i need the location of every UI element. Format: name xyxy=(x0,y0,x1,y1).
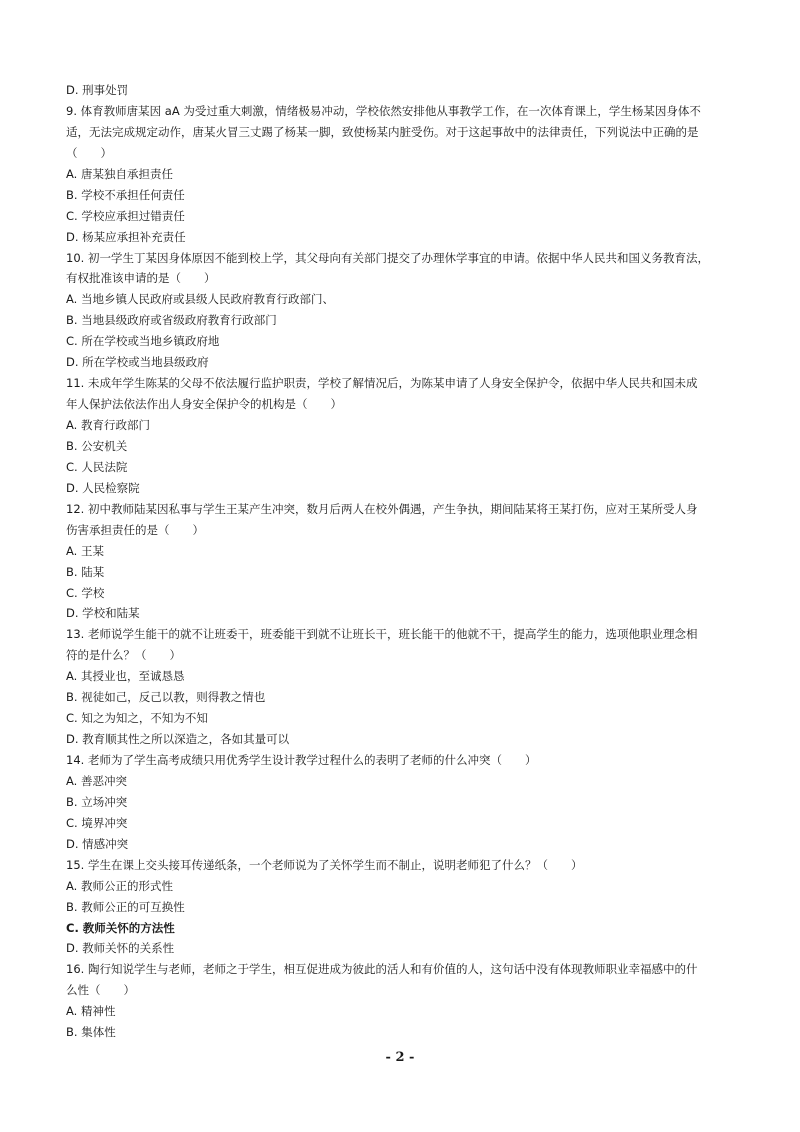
text-line: C. 知之为知之，不知为不知 xyxy=(66,711,208,726)
text-line: 年人保护法依法作出人身安全保护令的机构是（ ） xyxy=(66,397,342,412)
text-line: （ ） xyxy=(66,145,112,160)
text-line: B. 当地县级政府或省级政府教育行政部门 xyxy=(66,313,277,328)
text-line: B. 陆某 xyxy=(66,564,105,579)
text-line: 伤害承担责任的是（ ） xyxy=(66,522,204,537)
text-line: D. 教师关怀的关系性 xyxy=(66,941,175,956)
text-line: C. 人民法院 xyxy=(66,459,128,474)
text-line: A. 精神性 xyxy=(66,1004,116,1019)
text-line: D. 人民检察院 xyxy=(66,480,140,495)
text-line: 11. 未成年学生陈某的父母不依法履行监护职责，学校了解情况后，为陈某申请了人身安全保护令，依据中华人民共和国未成 xyxy=(66,376,698,391)
page-number: - 2 - xyxy=(385,1050,415,1065)
text-line: A. 教育行政部门 xyxy=(66,418,150,432)
text-line: D. 所在学校或当地县级政府 xyxy=(66,355,209,370)
text-line: 12. 初中教师陆某因私事与学生王某产生冲突，数月后两人在校外偶遇，产生争执，期间陆某将王某打伤，应对王某所受人身 xyxy=(66,501,698,516)
text-line: A. 善恶冲突 xyxy=(66,773,127,788)
text-line: D. 杨某应承担补充责任 xyxy=(66,229,186,244)
text-line: C. 所在学校或当地乡镇政府地 xyxy=(66,334,220,349)
text-line: 符的是什么？（ ） xyxy=(66,648,181,663)
text-line: 适，无法完成规定动作，唐某火冒三丈踢了杨某一脚，致使杨某内脏受伤。对于这起事故中的法律责任，下列说法中正确的是 xyxy=(66,124,699,139)
text-line: D. 学校和陆某 xyxy=(66,606,140,621)
text-line: C. 学校应承担过错责任 xyxy=(66,208,185,223)
text-line: 10. 初一学生丁某因身体原因不能到校上学，其父母向有关部门提交了办理休学事宜的申请。依据中华人民共和国义务教育法， xyxy=(66,250,709,265)
text-line: A. 教师公正的形式性 xyxy=(66,878,173,893)
text-line: D. 教育顺其性之所以深造之，各如其量可以 xyxy=(66,732,290,747)
text-line: C. 学校 xyxy=(66,585,105,600)
text-line: D. 情感冲突 xyxy=(66,836,129,851)
text-line: 16. 陶行知说学生与老师，老师之于学生，相互促进成为彼此的活人和有价值的人，这句话中没有体现教师职业幸福感中的什 xyxy=(66,962,698,977)
text-line: D. 刑事处罚 xyxy=(66,83,129,97)
text-line: B. 公安机关 xyxy=(66,438,128,453)
text-line: B. 学校不承担任何责任 xyxy=(66,187,185,202)
text-line: C. 教师关怀的方法性 xyxy=(66,920,175,935)
text-line: B. 立场冲突 xyxy=(66,794,128,809)
text-line: B. 教师公正的可互换性 xyxy=(66,899,185,914)
text-line: 14. 老师为了学生高考成绩只用优秀学生设计教学过程什么的表明了老师的什么冲突（ ） xyxy=(66,753,537,767)
text-line: B. 视徒如己，反己以教，则得教之情也 xyxy=(66,690,266,705)
text-line: 13. 老师说学生能干的就不让班委干，班委能干到就不让班长干，班长能干的他就不干，提高学生的能力，选项他职业理念相 xyxy=(66,627,698,642)
text-line: 有权批准该申请的是（ ） xyxy=(66,271,216,286)
question-text-block xyxy=(66,80,746,1043)
text-line: 15. 学生在课上交头接耳传递纸条，一个老师说为了关怀学生而不制止，说明老师犯了什么？（ ） xyxy=(66,857,583,872)
text-line: A. 其授业也，至诚恳恳 xyxy=(66,669,185,684)
text-line: A. 当地乡镇人民政府或县级人民政府教育行政部门、 xyxy=(66,292,334,307)
text-line: A. 唐某独自承担责任 xyxy=(66,166,173,181)
text-line: A. 王某 xyxy=(66,543,104,558)
text-line: B. 集体性 xyxy=(66,1025,116,1040)
text-line: 么性（ ） xyxy=(66,983,135,998)
text-line: 9. 体育教师唐某因 aA 为受过重大刺激，情绪极易冲动，学校依然安排他从事教学工作，在一次体育课上，学生杨某因身体不 xyxy=(66,103,701,118)
text-line: C. 境界冲突 xyxy=(66,815,128,830)
